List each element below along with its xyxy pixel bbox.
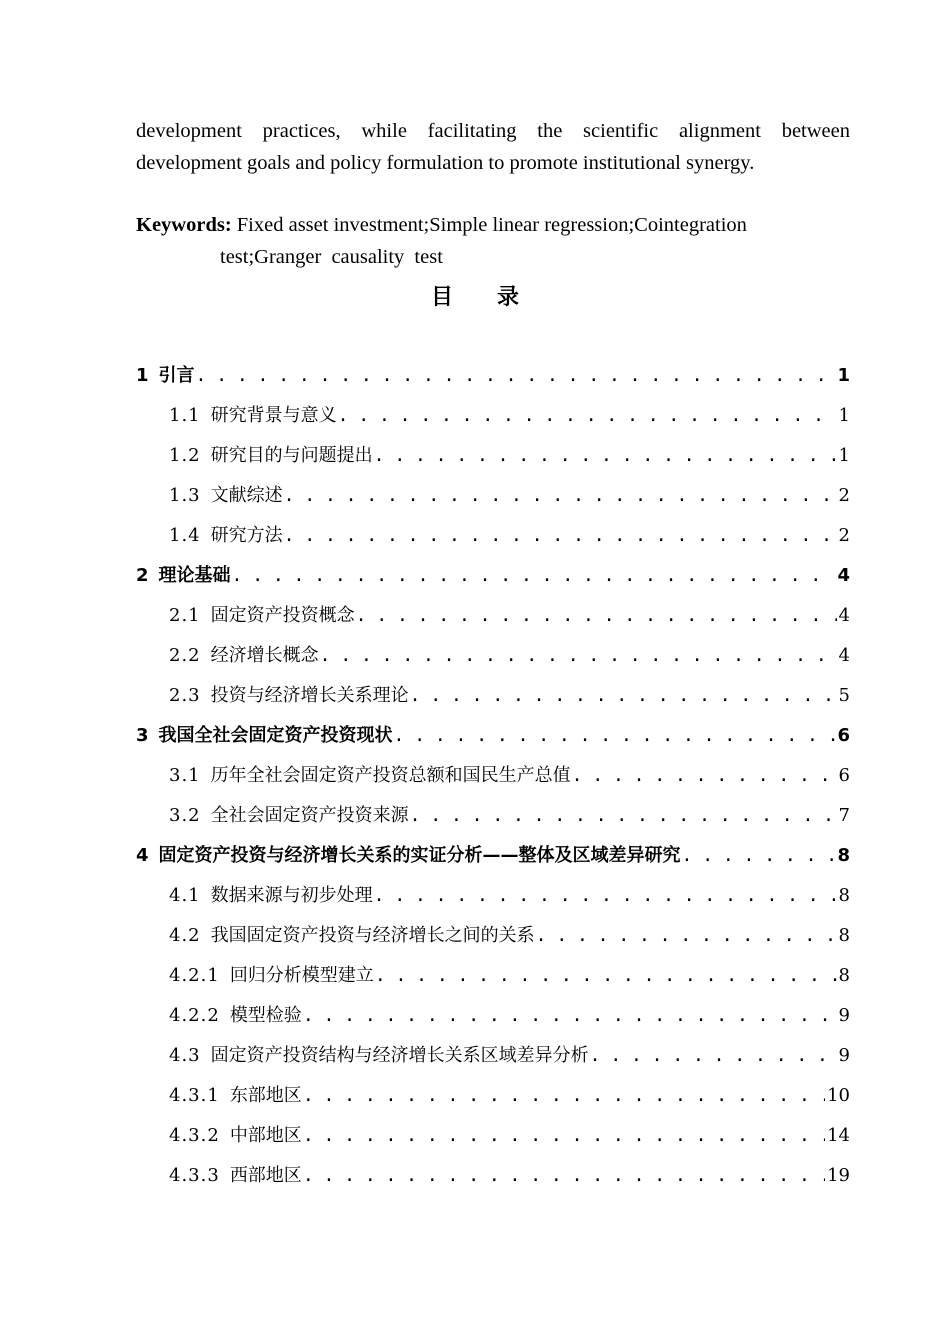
toc-entry-page: 8 [837,845,850,866]
toc-entry-number: 4 [136,845,149,866]
toc-entry-4-3[interactable] [136,1036,850,1076]
toc-entry-2[interactable] [136,556,850,596]
toc-entry-number: 4.3.2 [169,1125,220,1146]
toc-entry-number: 2.2 [169,645,201,666]
toc-entry-4-3-1[interactable] [136,1076,850,1116]
toc-entry-page: 14 [827,1125,850,1146]
toc-leader-dots [232,556,836,596]
abstract-line-2: development goals and policy formulation to promote institutional synergy. [136,152,755,174]
toc-entry-title: 研究背景与意义 [210,405,337,426]
toc-entry-title: 模型检验 [229,1005,302,1026]
toc-entry-1-2[interactable] [136,436,850,476]
toc-entry-title: 中部地区 [229,1125,302,1146]
toc-entry-number: 3 [136,725,149,746]
toc-leader-dots [284,516,837,556]
toc-entry-page: 7 [838,805,850,826]
toc-entry-page: 1 [837,365,850,386]
toc-entry-page: 6 [837,725,850,746]
toc-entry-title: 引言 [158,365,195,386]
toc-entry-4[interactable] [136,836,850,876]
toc-leader-dots [196,356,836,396]
toc-entry-3[interactable] [136,716,850,756]
toc-leader-dots [410,676,837,716]
toc-leader-dots [394,716,836,756]
abstract-text [136,115,850,179]
toc-leader-dots [374,436,837,476]
toc-entry-page: 10 [827,1085,850,1106]
toc-entry-number: 2.3 [169,685,201,706]
toc-leader-dots [338,396,837,436]
toc-entry-number: 1 [136,365,149,386]
keywords-line-1: Fixed asset investment;Simple linear regression;Cointegration [236,214,747,236]
toc-entry-title: 我国全社会固定资产投资现状 [158,725,393,746]
toc-entry-title: 回归分析模型建立 [229,965,374,986]
toc-entry-3-2[interactable] [136,796,850,836]
toc-entry-1-4[interactable] [136,516,850,556]
toc-entry-title: 固定资产投资概念 [210,605,355,626]
toc-entry-title: 投资与经济增长关系理论 [210,685,409,706]
toc-title: 目录 [430,285,563,310]
toc-entry-title: 西部地区 [229,1165,302,1186]
toc-entry-page: 1 [838,445,850,466]
toc-entry-title: 理论基础 [158,565,231,586]
keywords-line-2: test;Granger causality test [220,246,443,268]
toc-leader-dots [536,916,837,956]
toc-entry-title: 固定资产投资结构与经济增长关系区域差异分析 [210,1045,589,1066]
toc-entry-page: 4 [838,645,850,666]
toc-entry-page: 4 [838,605,850,626]
toc-entry-title: 经济增长概念 [210,645,319,666]
toc-entry-number: 4.2 [169,925,201,946]
toc-leader-dots [303,1156,825,1196]
toc-entry-page: 9 [838,1045,850,1066]
toc-leader-dots [682,836,836,876]
toc-entry-3-1[interactable] [136,756,850,796]
toc-entry-title: 文献综述 [210,485,283,506]
toc-entry-1-3[interactable] [136,476,850,516]
toc-entry-page: 4 [837,565,850,586]
toc-entry-4-2[interactable] [136,916,850,956]
toc-entry-number: 4.1 [169,885,201,906]
toc-leader-dots [303,996,837,1036]
toc-entry-page: 1 [838,405,850,426]
toc-entry-number: 2.1 [169,605,201,626]
toc-entry-4-3-3[interactable] [136,1156,850,1196]
toc-entry-page: 2 [838,525,850,546]
toc-leader-dots [303,1076,825,1116]
toc-entry-title: 东部地区 [229,1085,302,1106]
toc-entry-page: 8 [838,885,850,906]
toc-entry-number: 4.3.1 [169,1085,220,1106]
toc-entry-page: 9 [838,1005,850,1026]
toc-entry-page: 6 [838,765,850,786]
toc-leader-dots [590,1036,837,1076]
toc-leader-dots [303,1116,825,1156]
toc-entry-number: 1.4 [169,525,201,546]
toc-entry-4-1[interactable] [136,876,850,916]
toc-entry-page: 19 [827,1165,850,1186]
toc-leader-dots [374,876,837,916]
toc-entry-number: 4.2.1 [169,965,220,986]
toc-entry-page: 8 [838,965,850,986]
toc-entry-1-1[interactable] [136,396,850,436]
toc-entry-title: 全社会固定资产投资来源 [210,805,409,826]
toc-entry-page: 8 [838,925,850,946]
abstract-line-1: development practices, while facilitating the scientific alignment between [136,120,850,142]
toc-entry-number: 1.1 [169,405,201,426]
toc-entry-2-2[interactable] [136,636,850,676]
toc-entry-2-3[interactable] [136,676,850,716]
toc-entry-page: 5 [838,685,850,706]
toc-entry-4-3-2[interactable] [136,1116,850,1156]
toc-entry-4-2-1[interactable] [136,956,850,996]
toc-entry-title: 固定资产投资与经济增长关系的实证分析——整体及区域差异研究 [158,845,681,866]
toc-entry-page: 2 [838,485,850,506]
toc-entry-1[interactable] [136,356,850,396]
toc-entry-4-2-2[interactable] [136,996,850,1036]
toc-entry-number: 4.3 [169,1045,201,1066]
toc-entry-number: 1.2 [169,445,201,466]
toc-entry-number: 4.3.3 [169,1165,220,1186]
toc-entry-title: 研究方法 [210,525,283,546]
toc-leader-dots [320,636,837,676]
toc-entry-number: 2 [136,565,149,586]
keywords-label: Keywords: [136,214,232,236]
toc-entry-number: 3.2 [169,805,201,826]
toc-entry-2-1[interactable] [136,596,850,636]
toc-entry-title: 数据来源与初步处理 [210,885,373,906]
toc-entry-number: 3.1 [169,765,201,786]
toc-entry-number: 4.2.2 [169,1005,220,1026]
toc-leader-dots [410,796,837,836]
toc-leader-dots [572,756,837,796]
toc-entry-number: 1.3 [169,485,201,506]
toc-leader-dots [356,596,837,636]
toc-entry-title: 历年全社会固定资产投资总额和国民生产总值 [210,765,571,786]
toc-entry-title: 研究目的与问题提出 [210,445,373,466]
toc-leader-dots [284,476,837,516]
toc-entry-title: 我国固定资产投资与经济增长之间的关系 [210,925,535,946]
table-of-contents [136,356,850,1196]
keywords [136,209,850,273]
toc-leader-dots [375,956,837,996]
